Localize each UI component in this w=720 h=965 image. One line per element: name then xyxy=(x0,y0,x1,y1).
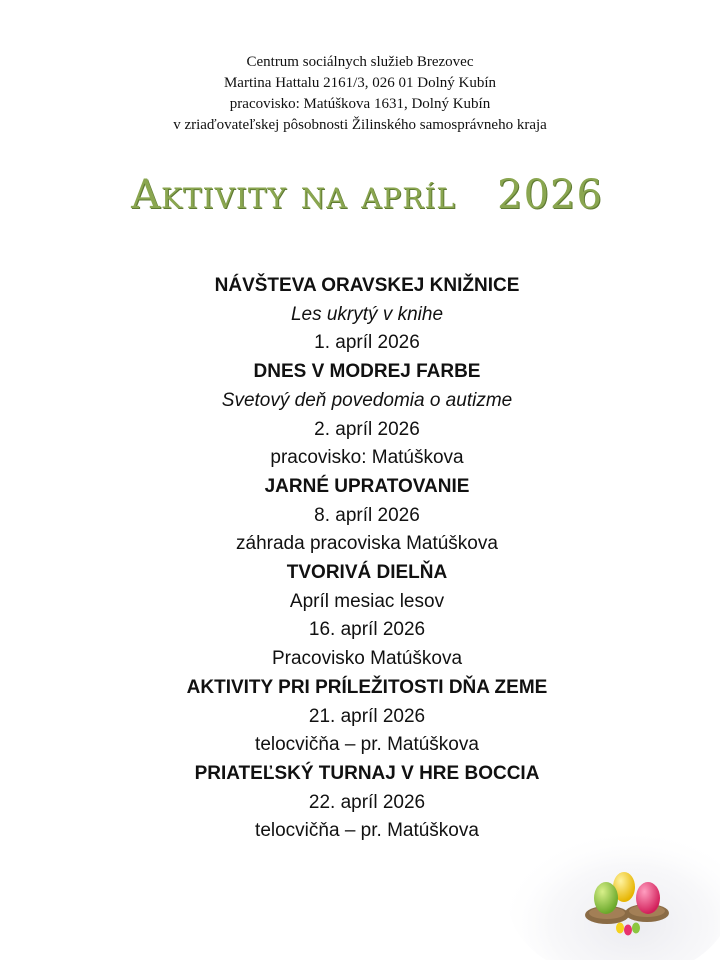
activity-place: Pracovisko Matúškova xyxy=(271,648,463,670)
activity-name: JARNÉ UPRATOVANIE xyxy=(264,475,470,497)
activity-place: záhrada pracoviska Matúškova xyxy=(236,533,498,555)
activity-name: DNES V MODREJ FARBE xyxy=(253,361,481,383)
activity-date: 21. apríl 2026 xyxy=(308,705,426,727)
activity-spring-cleaning xyxy=(0,473,720,559)
workplace-address: pracovisko: Matúškova 1631, Dolný Kubín xyxy=(229,96,491,112)
institution-address: Martina Hattalu 2161/3, 026 01 Dolný Kubín xyxy=(223,75,497,91)
institution-name: Centrum sociálnych služieb Brezovec xyxy=(246,54,474,70)
activity-place: telocvičňa – pr. Matúškova xyxy=(255,820,479,842)
activity-detail: Apríl mesiac lesov xyxy=(289,590,445,612)
activity-date: 16. apríl 2026 xyxy=(308,619,426,641)
activity-place: telocvičňa – pr. Matúškova xyxy=(255,734,479,756)
activity-subtitle: Les ukrytý v knihe xyxy=(290,303,444,325)
activity-name: PRIATEĽSKÝ TURNAJ V HRE BOCCIA xyxy=(194,762,540,784)
activity-date: 22. apríl 2026 xyxy=(308,791,426,813)
activity-blue-day xyxy=(0,358,720,473)
activity-name: TVORIVÁ DIELŇA xyxy=(286,562,448,584)
activity-date: 2. apríl 2026 xyxy=(314,418,420,440)
activity-list xyxy=(0,272,720,846)
activity-name: AKTIVITY PRI PRÍLEŽITOSTI DŇA ZEME xyxy=(186,676,548,698)
institution-header xyxy=(0,52,720,136)
activity-date: 8. apríl 2026 xyxy=(314,504,420,526)
activity-place: pracovisko: Matúškova xyxy=(270,447,464,469)
activity-subtitle: Svetový deň povedomia o autizme xyxy=(221,389,513,411)
founder-note: v zriaďovateľskej pôsobnosti Žilinského samosprávneho kraja xyxy=(173,117,547,133)
activity-earth-day xyxy=(0,674,720,760)
page-title: Aktivity na apríl 2026 xyxy=(131,172,603,218)
activity-name: NÁVŠTEVA ORAVSKEJ KNIŽNICE xyxy=(214,275,520,296)
activity-date: 1. apríl 2026 xyxy=(314,332,420,354)
activity-creative-workshop xyxy=(0,559,720,674)
easter-eggs-nest-icon xyxy=(508,810,720,960)
activity-library-visit xyxy=(0,272,720,358)
